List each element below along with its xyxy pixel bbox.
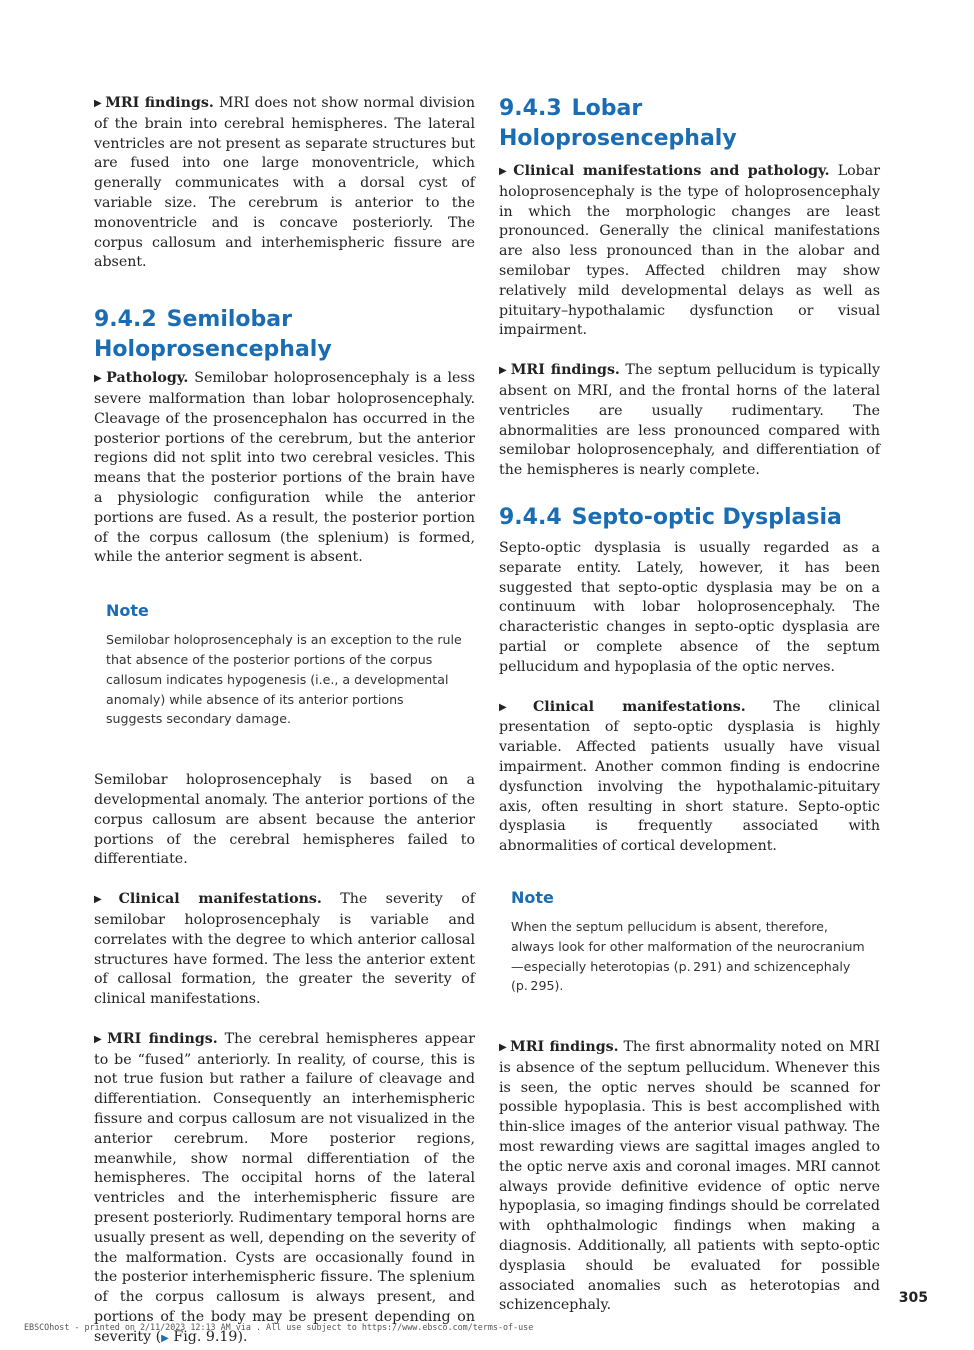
- paragraph-text: The severity of semilobar holoprosencephaly is variable and correlates with the degree to which anterior callosal structures have formed. The less the anterior extent of callosal formation, the greater the severity of clinical manifestations.: [94, 891, 476, 1008]
- triangle-marker-icon: ▶: [499, 1042, 508, 1054]
- paragraph-clinical-manifestations-2: [499, 698, 880, 857]
- print-footer: EBSCOhost - printed on 2/11/2023 12:13 AM via . All use subject to https://www.ebsco.com/terms-of-use: [24, 1322, 534, 1332]
- triangle-marker-icon: ▶: [94, 1033, 105, 1045]
- triangle-marker-icon: ▶: [94, 98, 103, 109]
- note-box-left: [94, 600, 475, 729]
- section-title: Septo-optic Dysplasia: [571, 504, 842, 530]
- paragraph-pathology: [94, 369, 475, 568]
- section-number: 9.4.3: [499, 96, 562, 121]
- paragraph-mri-findings-2: [94, 1030, 475, 1349]
- note-box-right: [499, 887, 880, 996]
- note-title: Note: [511, 887, 554, 907]
- paragraph-lead: MRI findings.: [510, 362, 620, 379]
- section-heading-9-4-2: [94, 305, 475, 365]
- paragraph-text: The septum pellucidum is typically absent on MRI, and the frontal horns of the lateral ventricles are usually rudimentary. The abnormalities are less pronounced compared with semilobar holoprosencephaly, and differentiation of the hemispheres is nearly complete.: [499, 362, 880, 479]
- note-text: When the septum pellucidum is absent, therefore, always look for other malformation of the neurocranium—especially heterotopias (p. 291) and schizencephaly (p. 295).: [511, 918, 865, 994]
- figure-reference-link[interactable]: Fig. 9.19: [173, 1328, 238, 1345]
- section-heading-9-4-3: [499, 94, 880, 154]
- triangle-marker-icon: ▶: [94, 373, 104, 385]
- page-number: 305: [898, 1290, 928, 1306]
- paragraph-lead: MRI findings.: [105, 95, 214, 111]
- right-column: [499, 94, 880, 1316]
- triangle-marker-icon: ▶: [499, 166, 511, 177]
- paragraph-text: The cerebral hemispheres appear to be “fused” anteriorly. In reality, of course, this is not true fusion but rather a failure of cleavage and differentiation. Consequently an interhemispheric fissure and corpus callosum are not visualized in the anterior cerebrum. More posterior regions, meanwhile, show normal differentiation of the hemispheres. The occipital horns of the lateral ventricles and the interhemispheric fissure are present posteriorly. Rudimentary temporal horns are usually present as well, depending on the severity of the malformation. Cysts are occasionally found in the posterior interhemispheric fissure. The splenium of the corpus callosum is always present, and portions of the body may be present depending on severity (: [94, 1030, 475, 1345]
- paragraph-text: The clinical presentation of septo-optic dysplasia is highly variable. Affected patients usually have visual impairment. Another common finding is endocrine dysfunction involving the hypothalamic-pituitary axis, often resulting in short stature. Septo-optic dysplasia is frequently associated with abnormalities of cortical development.: [499, 698, 880, 855]
- note-title: Note: [106, 601, 149, 621]
- paragraph-mri-findings-1: [94, 94, 475, 273]
- paragraph-lead: MRI findings.: [510, 1039, 619, 1056]
- paragraph-text: MRI does not show normal division of the brain into cerebral hemispheres. The lateral ventricles are not present as separate structures but are fused into one large monoventricle, which generally communicates with a dorsal cyst of variable size. The cerebrum is anterior to the monoventricle and is concave posteriorly. The corpus callosum and interhemispheric fissure are absent.: [94, 95, 475, 271]
- paragraph-clinical-manifestations: [94, 890, 475, 1010]
- reference-arrow-icon: ▶: [161, 1332, 169, 1344]
- paragraph-lead: MRI findings.: [107, 1030, 218, 1047]
- paragraph-semilobar: Semilobar holoprosencephaly is based on a developmental anomaly. The anterior portions of the corpus callosum are absent because the anterior portions of the cerebral hemispheres failed to differentiate.: [94, 772, 475, 868]
- paragraph-text: Semilobar holoprosencephaly is a less severe malformation than lobar holoprosencephaly. Cleavage of the prosencephalon has occurred in the posterior portions of the cerebrum, but the anterior regions did not split into two cerebral vesicles. This means that the posterior portions of the brain have a physiologic configuration while the anterior portions are fused. As a result, the posterior portion of the corpus callosum (the splenium) is formed, while the anterior segment is absent.: [94, 370, 475, 566]
- paragraph-tail: ).: [237, 1328, 248, 1345]
- section-number: 9.4.4: [499, 504, 562, 530]
- section-title: Semilobar Holoprosencephaly: [94, 307, 332, 363]
- paragraph-mri-findings-3: [499, 361, 880, 481]
- section-number: 9.4.2: [94, 307, 157, 333]
- paragraph-clinical-pathology: [499, 162, 880, 341]
- triangle-marker-icon: ▶: [499, 701, 531, 713]
- note-text: Semilobar holoprosencephaly is an exception to the rule that absence of the posterior portions of the corpus callosum indicates hypogenesis (i.e., a developmental anomaly) while absence of its anterior portions suggests secondary damage.: [106, 632, 462, 727]
- left-column: [94, 94, 475, 1349]
- paragraph-text: Lobar holoprosencephaly is the type of holoprosencephaly in which the morphologic changes are least pronounced. Generally the clinical manifestations are also less pronounced than in the alobar and semilobar types. Affected children may show relatively mild developmental delays as well as pituitary–hypothalamic dysfunction or visual impairment.: [499, 163, 880, 339]
- section-heading-9-4-4: [499, 503, 880, 533]
- paragraph-mri-findings-4: [499, 1038, 880, 1316]
- paragraph-lead: Clinical manifestations and pathology.: [513, 163, 830, 179]
- paragraph-septo-intro: Septo-optic dysplasia is usually regarded as a separate entity. Lately, however, it has been suggested that septo-optic dysplasia may be on a continuum with lobar holoprosencephaly. The characteristic changes in septo-optic dysplasia are partial or complete absence of the septum pellucidum and hypoplasia of the optic nerves.: [499, 539, 880, 675]
- section-title: Lobar Holoprosencephaly: [499, 96, 737, 151]
- paragraph-lead: Pathology.: [106, 370, 189, 387]
- paragraph-lead: Clinical manifestations.: [533, 698, 746, 715]
- paragraph-text: The first abnormality noted on MRI is absence of the septum pellucidum. Whenever this is seen, the optic nerves should be scanned for possible hypoplasia. This is best accomplished with thin-slice images of the anterior visual pathway. The most rewarding views are sagittal images angled to the optic nerve axis and coronal images. MRI cannot always provide definitive evidence of optic nerve hypoplasia, so imaging findings should be correlated with ophthalmologic findings when making a diagnosis. Additionally, all patients with septo-optic dysplasia should be evaluated for possible associated anomalies such as heterotopias and schizencephaly.: [499, 1039, 880, 1314]
- paragraph-lead: Clinical manifestations.: [118, 891, 322, 908]
- triangle-marker-icon: ▶: [499, 365, 508, 377]
- triangle-marker-icon: ▶: [94, 894, 116, 906]
